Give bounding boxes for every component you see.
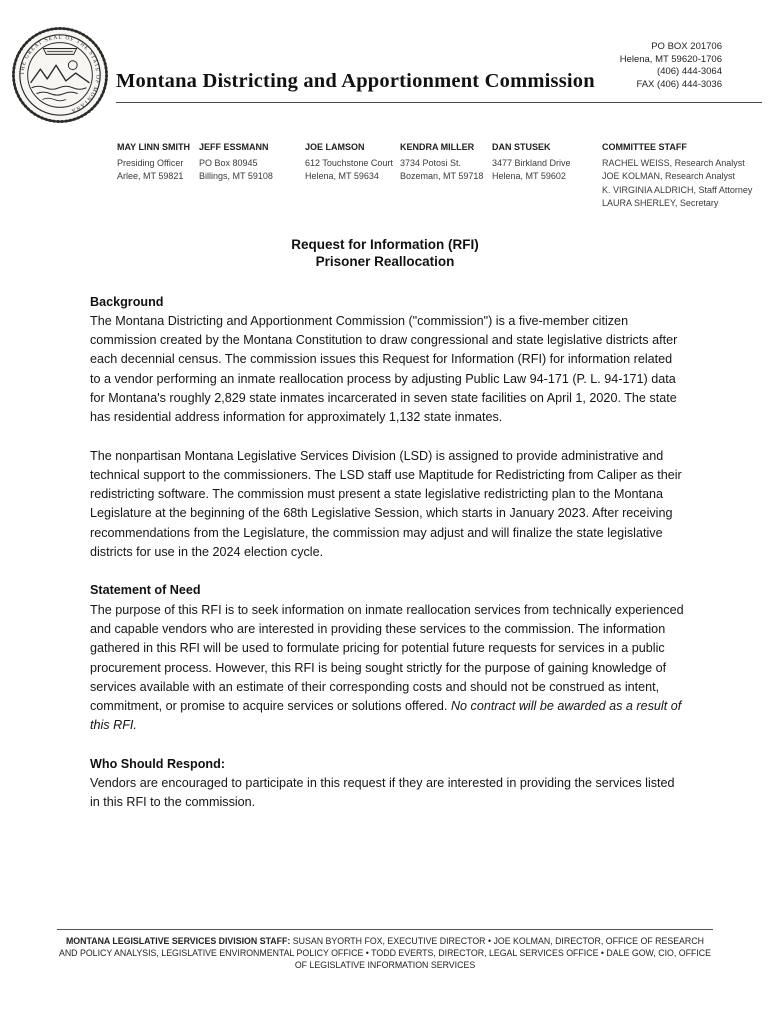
staff-member-line: K. VIRGINIA ALDRICH, Staff Attorney (602, 184, 753, 195)
statement-of-need-text: The purpose of this RFI is to seek information on inmate reallocation services from technically experienced and capable vendors who are interested in providing these services to the commission. The information gathered in this RFI will be used to formulate pricing for potential future requests for services in a public procurement process. However, this RFI is being sought strictly for the purpose of gaining knowledge of services available with an estimate of their corresponding costs and should not be construed as intent, commitment, or promise to acquire services or solutions offered. (90, 602, 684, 714)
commissioner-card (199, 141, 305, 211)
address-line: Helena, MT 59620-1706 (619, 53, 722, 65)
footer-staff-label: MONTANA LEGISLATIVE SERVICES DIVISION STAFF: (65, 936, 291, 946)
commissioner-name: KENDRA MILLER (400, 142, 475, 152)
commissioner-line: 612 Touchstone Court (305, 157, 393, 168)
page-title: Montana Districting and Apportionment Commission (116, 70, 595, 92)
address-line: FAX (406) 444-3036 (636, 78, 722, 90)
svg-text:THE GREAT SEAL OF THE STATE OF: THE GREAT SEAL OF THE STATE OF MONTANA (19, 34, 101, 114)
staff-member-line: JOE KOLMAN, Research Analyst (602, 171, 736, 181)
who-should-respond-paragraph: Vendors are encouraged to participate in this request if they are interested in providing the services listed in this RFI to the commission. (90, 776, 675, 810)
document-title-line2: Prisoner Reallocation (315, 254, 455, 269)
staff-member-line: RACHEL WEISS, Research Analyst (602, 157, 745, 168)
commissioner-card (305, 141, 400, 211)
staff-member-line: LAURA SHERLEY, Secretary (602, 198, 719, 208)
section-heading-statement-of-need: Statement of Need (90, 583, 201, 598)
document-body (90, 293, 685, 813)
commissioner-name: MAY LINN SMITH (117, 142, 191, 152)
header-address-block (620, 41, 722, 91)
commissioner-card (492, 141, 602, 211)
commissioner-line: Arlee, MT 59821 (117, 171, 184, 181)
commissioner-line: Helena, MT 59634 (305, 171, 379, 181)
section-heading-who-should-respond: Who Should Respond: (90, 756, 226, 771)
commissioner-line: Presiding Officer (117, 157, 184, 168)
footer-staff-text: SUSAN BYORTH FOX, EXECUTIVE DIRECTOR • JOE KOLMAN, DIRECTOR, OFFICE OF RESEARCH AND POLICY ANALYSIS, LEGISLATIVE ENVIRONMENTAL POLICY OFFICE • TODD EVERTS, DIRECTOR, LEGAL SERVICES OFFICE • DALE GOW, CIO, OFFICE OF LEGISLATIVE INFORMATION SERVICES (58, 936, 712, 970)
header-divider (116, 102, 762, 103)
page-content (0, 141, 770, 813)
document-title (0, 236, 770, 271)
commissioner-card (400, 141, 492, 211)
commissioner-line: Bozeman, MT 59718 (400, 171, 484, 181)
statement-of-need-paragraph (90, 601, 685, 736)
commissioner-name: JEFF ESSMANN (199, 142, 269, 152)
commissioner-name: JOE LAMSON (305, 142, 365, 152)
commissioner-line: 3734 Potosi St. (400, 157, 462, 168)
section-heading-background: Background (90, 294, 164, 309)
address-line: PO BOX 201706 (651, 41, 722, 52)
commissioner-line: Helena, MT 59602 (492, 171, 566, 181)
commissioner-line: Billings, MT 59108 (199, 171, 273, 181)
commissioners-row (117, 141, 759, 211)
background-paragraph-2: The nonpartisan Montana Legislative Services Division (LSD) is assigned to provide administrative and technical support to the commissioners. The LSD staff use Maptitude for Redistricting from Caliper as their redistricting software. The commission must present a state legislative redistricting plan to the Montana Legislature at the beginning of the 68th Legislative Session, which starts in January 2023. After receiving recommendations from the Legislature, the commission may adjust and will finalize the state legislative districts for use in the 2024 election cycle. (90, 448, 682, 560)
commissioner-line: 3477 Birkland Drive (492, 157, 571, 168)
background-paragraph-1: The Montana Districting and Apportionment Commission ("commission") is a five-member citizen commission created by the Montana Constitution to draw congressional and state legislative districts after each decennial census. The commission issues this Request for Information (RFI) for information related to a vendor performing an inmate reallocation process by adjusting Public Law 94-171 (P. L. 94-171) data for Montana's roughly 2,829 state inmates incarcerated in seven state facilities on April 1, 2020. The state has residential address information for approximately 1,132 state inmates. (90, 313, 678, 425)
no-contract-italic-note: No contract will be awarded as a result of this RFI. (90, 699, 682, 733)
committee-staff-card (602, 141, 759, 211)
montana-state-seal-icon (11, 26, 109, 124)
committee-staff-heading: COMMITTEE STAFF (602, 142, 687, 152)
commissioner-card (117, 141, 199, 211)
document-title-line1: Request for Information (RFI) (291, 236, 479, 252)
address-line: (406) 444-3064 (657, 66, 722, 77)
commissioner-name: DAN STUSEK (492, 142, 551, 152)
page-footer (57, 929, 713, 971)
commissioner-line: PO Box 80945 (199, 157, 258, 168)
